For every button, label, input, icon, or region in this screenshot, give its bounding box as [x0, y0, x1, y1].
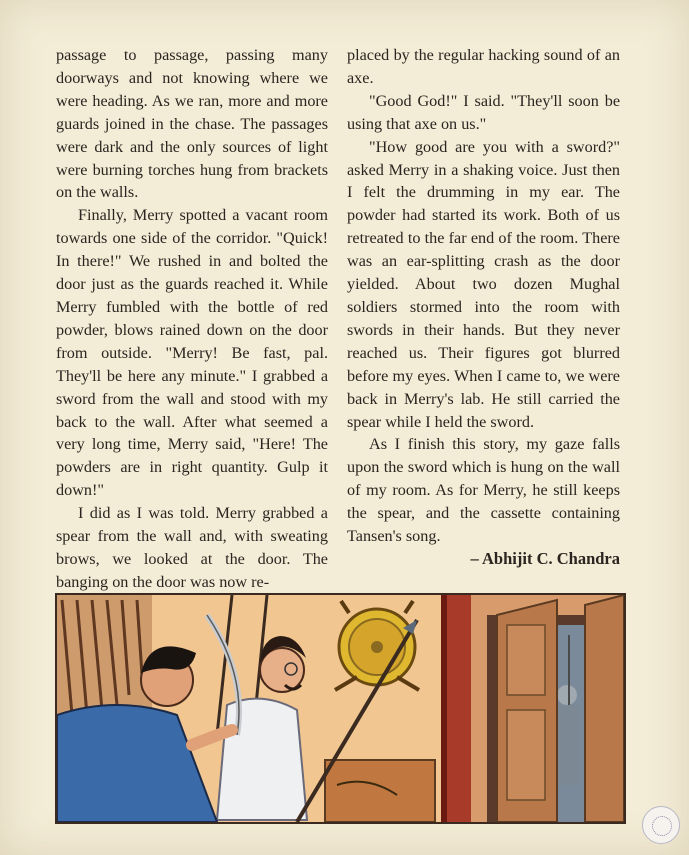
- publisher-stamp-icon: [642, 806, 680, 844]
- story-paragraph: Finally, Merry spotted a vacant room towards one side of the corridor. "Quick! In there!" We rushed in and bolted the door just as the guards reached it. While Merry fumbled with the bottle of red powder, blows rained down on the door from outside. "Merry! Be fast, pal. They'll be here any minute." I grabbed a sword from the wall and stood with my back to the wall. After what seemed a very long time, Merry said, "Here! The powders are in right quantity. Gulp it down!": [56, 206, 328, 500]
- story-paragraph: As I finish this story, my gaze falls upon the sword which is hung on the wall of my room. As for Merry, he still keeps the spear, and the cassette containing Tansen's song.: [347, 435, 620, 546]
- story-paragraph: passage to passage, passing many doorways and not knowing where we were heading. As we ran, more and more guards joined in the chase. The passages were dark and the only sources of light were burning torches hung from brackets on the walls.: [56, 46, 328, 202]
- story-paragraph: I did as I was told. Merry grabbed a spear from the wall and, with sweating brows, we looked at the door. The banging on the door was now re-: [56, 504, 328, 591]
- illustration-drawing: [57, 595, 624, 822]
- comic-illustration: [55, 593, 626, 824]
- story-paragraph: "How good are you with a sword?" asked Merry in a shaking voice. Just then I felt the drumming in my ear. The powder had started its work. Both of us retreated to the far end of the room. There was an ear-splitting crash as the door yielded. About two dozen Mughal soldiers stormed into the room with swords in their hands. But they never reached us. Their figures got blurred before my eyes. When I came to, we were back in Merry's lab. He still carried the spear while I held the sword.: [347, 137, 620, 431]
- author-byline: – Abhijit C. Chandra: [470, 548, 620, 568]
- story-column-left: [56, 44, 328, 594]
- story-column-right: [347, 44, 620, 571]
- story-paragraph: placed by the regular hacking sound of an axe.: [347, 46, 620, 87]
- story-paragraph: "Good God!" I said. "They'll soon be using that axe on us.": [347, 91, 620, 133]
